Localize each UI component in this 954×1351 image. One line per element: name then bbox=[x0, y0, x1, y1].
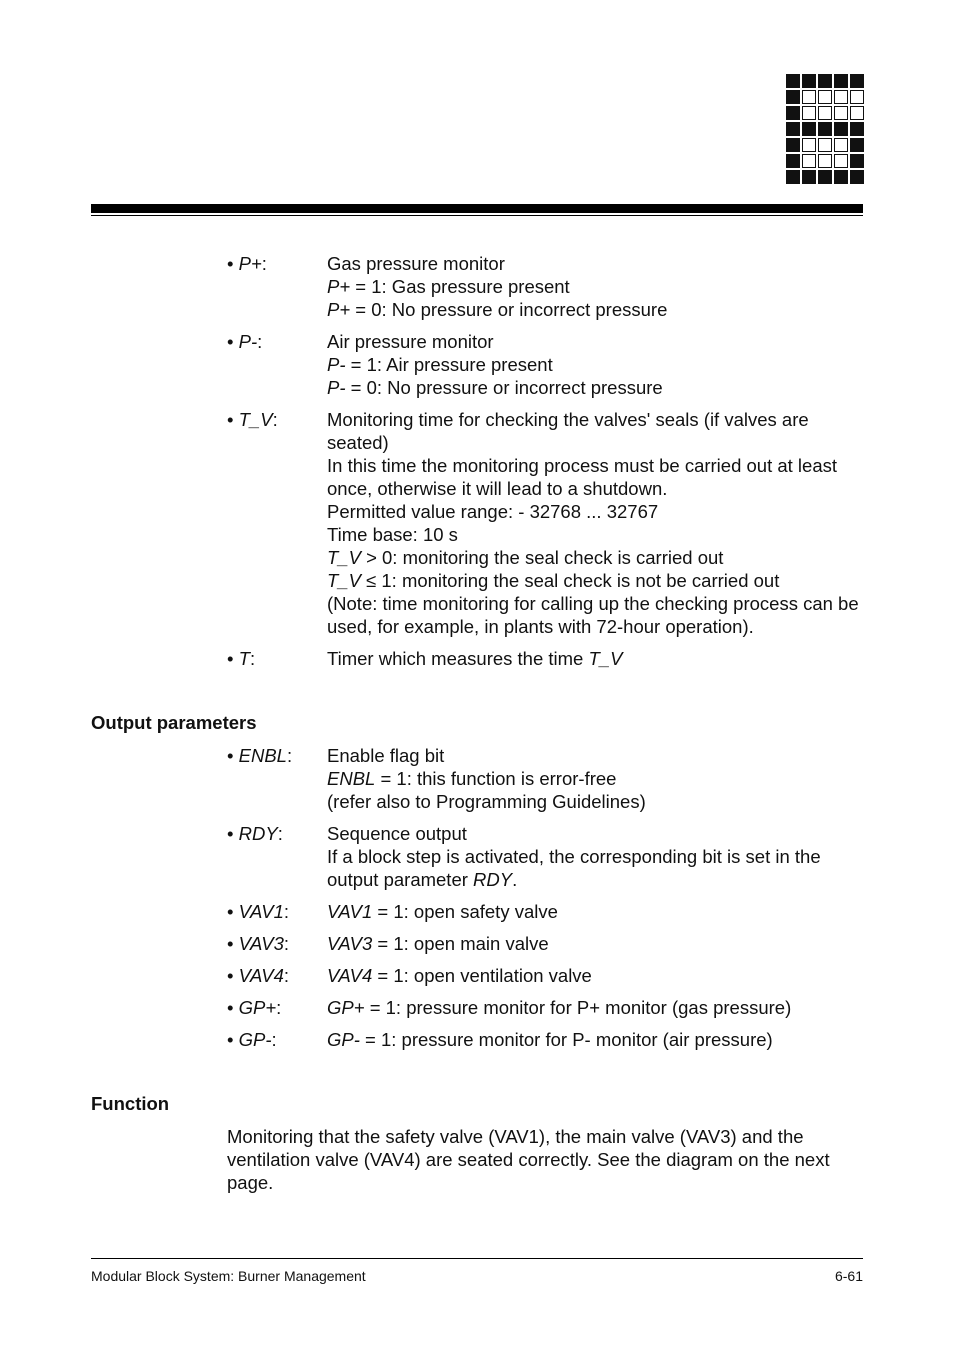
logo-cell bbox=[850, 154, 864, 168]
param-item-p-plus bbox=[0, 252, 954, 321]
param-description: VAV1 = 1: open safety valve bbox=[327, 901, 558, 922]
page-number: 6-61 bbox=[834, 1268, 863, 1284]
logo-cell bbox=[802, 138, 816, 152]
param-description: VAV4 = 1: open ventilation valve bbox=[327, 965, 592, 986]
footer-title: Modular Block System: Burner Management bbox=[91, 1268, 366, 1284]
function-paragraph: Monitoring that the safety valve (VAV1), the main valve (VAV3) and the ventilation valve (VAV4) are seated correctly. See the diagram on the next page. bbox=[227, 1126, 830, 1193]
param-term: • GP-: bbox=[227, 1029, 277, 1050]
param-term: • GP+: bbox=[227, 997, 282, 1018]
logo-cell bbox=[786, 106, 800, 120]
logo-cell bbox=[802, 74, 816, 88]
logo-cell bbox=[850, 90, 864, 104]
footer-rule bbox=[91, 1258, 863, 1259]
param-term: • VAV3: bbox=[227, 933, 290, 954]
logo-cell bbox=[818, 122, 832, 136]
param-term: • VAV4: bbox=[227, 965, 290, 986]
param-item-vav4 bbox=[0, 964, 954, 987]
param-item-enbl bbox=[0, 744, 954, 813]
param-description: Sequence output If a block step is activated, the corresponding bit is set in the output parameter RDY. bbox=[327, 823, 821, 890]
logo-cell bbox=[818, 170, 832, 184]
param-description: Enable flag bit ENBL = 1: this function is error-free (refer also to Programming Guidelines) bbox=[327, 745, 646, 812]
logo-cell bbox=[786, 74, 800, 88]
brand-logo bbox=[786, 74, 864, 182]
param-item-t bbox=[0, 647, 954, 670]
param-description: Gas pressure monitor P+ = 1: Gas pressure present P+ = 0: No pressure or incorrect pressure bbox=[327, 253, 668, 320]
logo-cell bbox=[834, 106, 848, 120]
logo-cell bbox=[834, 90, 848, 104]
logo-cell bbox=[818, 154, 832, 168]
param-item-t-v bbox=[0, 408, 954, 638]
logo-cell bbox=[786, 138, 800, 152]
logo-cell bbox=[850, 122, 864, 136]
param-item-vav1 bbox=[0, 900, 954, 923]
logo-cell bbox=[818, 106, 832, 120]
param-description: GP- = 1: pressure monitor for P- monitor (air pressure) bbox=[327, 1029, 773, 1050]
logo-cell bbox=[850, 138, 864, 152]
param-term: • T_V: bbox=[227, 409, 278, 430]
logo-cell bbox=[834, 154, 848, 168]
logo-cell bbox=[802, 122, 816, 136]
param-term: • T: bbox=[227, 648, 256, 669]
param-item-vav3 bbox=[0, 932, 954, 955]
logo-cell bbox=[802, 106, 816, 120]
param-term: • RDY: bbox=[227, 823, 283, 844]
header-rule bbox=[91, 204, 863, 213]
logo-cell bbox=[786, 122, 800, 136]
param-description: VAV3 = 1: open main valve bbox=[327, 933, 549, 954]
param-description: Monitoring time for checking the valves' seals (if valves are seated) In this time the monitoring process must be carried out at least once, otherwise it will lead to a shutdown. Permitted value range: - 32768 ... 32767 Time base: 10 s T_V > 0: monitoring the seal check is carried out T_V ≤ 1: monitoring the seal check is not be carried out (Note: time monitoring for calling up the checking process can be used, for example, in plants with 72-hour operation). bbox=[327, 409, 859, 637]
param-item-gp-minus bbox=[0, 1028, 954, 1051]
logo-cell bbox=[850, 170, 864, 184]
logo-cell bbox=[850, 106, 864, 120]
logo-cell bbox=[818, 74, 832, 88]
header-rule-thin bbox=[91, 215, 863, 216]
page-content bbox=[0, 252, 954, 1194]
logo-cell bbox=[834, 74, 848, 88]
logo-cell bbox=[850, 74, 864, 88]
logo-cell bbox=[786, 154, 800, 168]
param-term: • P-: bbox=[227, 331, 263, 352]
logo-cell bbox=[834, 122, 848, 136]
param-description: Air pressure monitor P- = 1: Air pressure present P- = 0: No pressure or incorrect pressure bbox=[327, 331, 663, 398]
logo-cell bbox=[818, 90, 832, 104]
section-heading-output: Output parameters bbox=[91, 712, 257, 733]
param-term: • VAV1: bbox=[227, 901, 290, 922]
logo-cell bbox=[818, 138, 832, 152]
logo-cell bbox=[834, 138, 848, 152]
section-heading-function: Function bbox=[91, 1093, 170, 1114]
logo-cell bbox=[802, 170, 816, 184]
logo-cell bbox=[786, 90, 800, 104]
param-term: • ENBL: bbox=[227, 745, 293, 766]
logo-cell bbox=[802, 154, 816, 168]
param-item-p-minus bbox=[0, 330, 954, 399]
param-term: • P+: bbox=[227, 253, 267, 274]
param-description: Timer which measures the time T_V bbox=[327, 648, 623, 669]
param-item-gp-plus bbox=[0, 996, 954, 1019]
param-description: GP+ = 1: pressure monitor for P+ monitor (gas pressure) bbox=[327, 997, 792, 1018]
param-item-rdy bbox=[0, 822, 954, 891]
logo-cell bbox=[802, 90, 816, 104]
logo-cell bbox=[834, 170, 848, 184]
logo-cell bbox=[786, 170, 800, 184]
